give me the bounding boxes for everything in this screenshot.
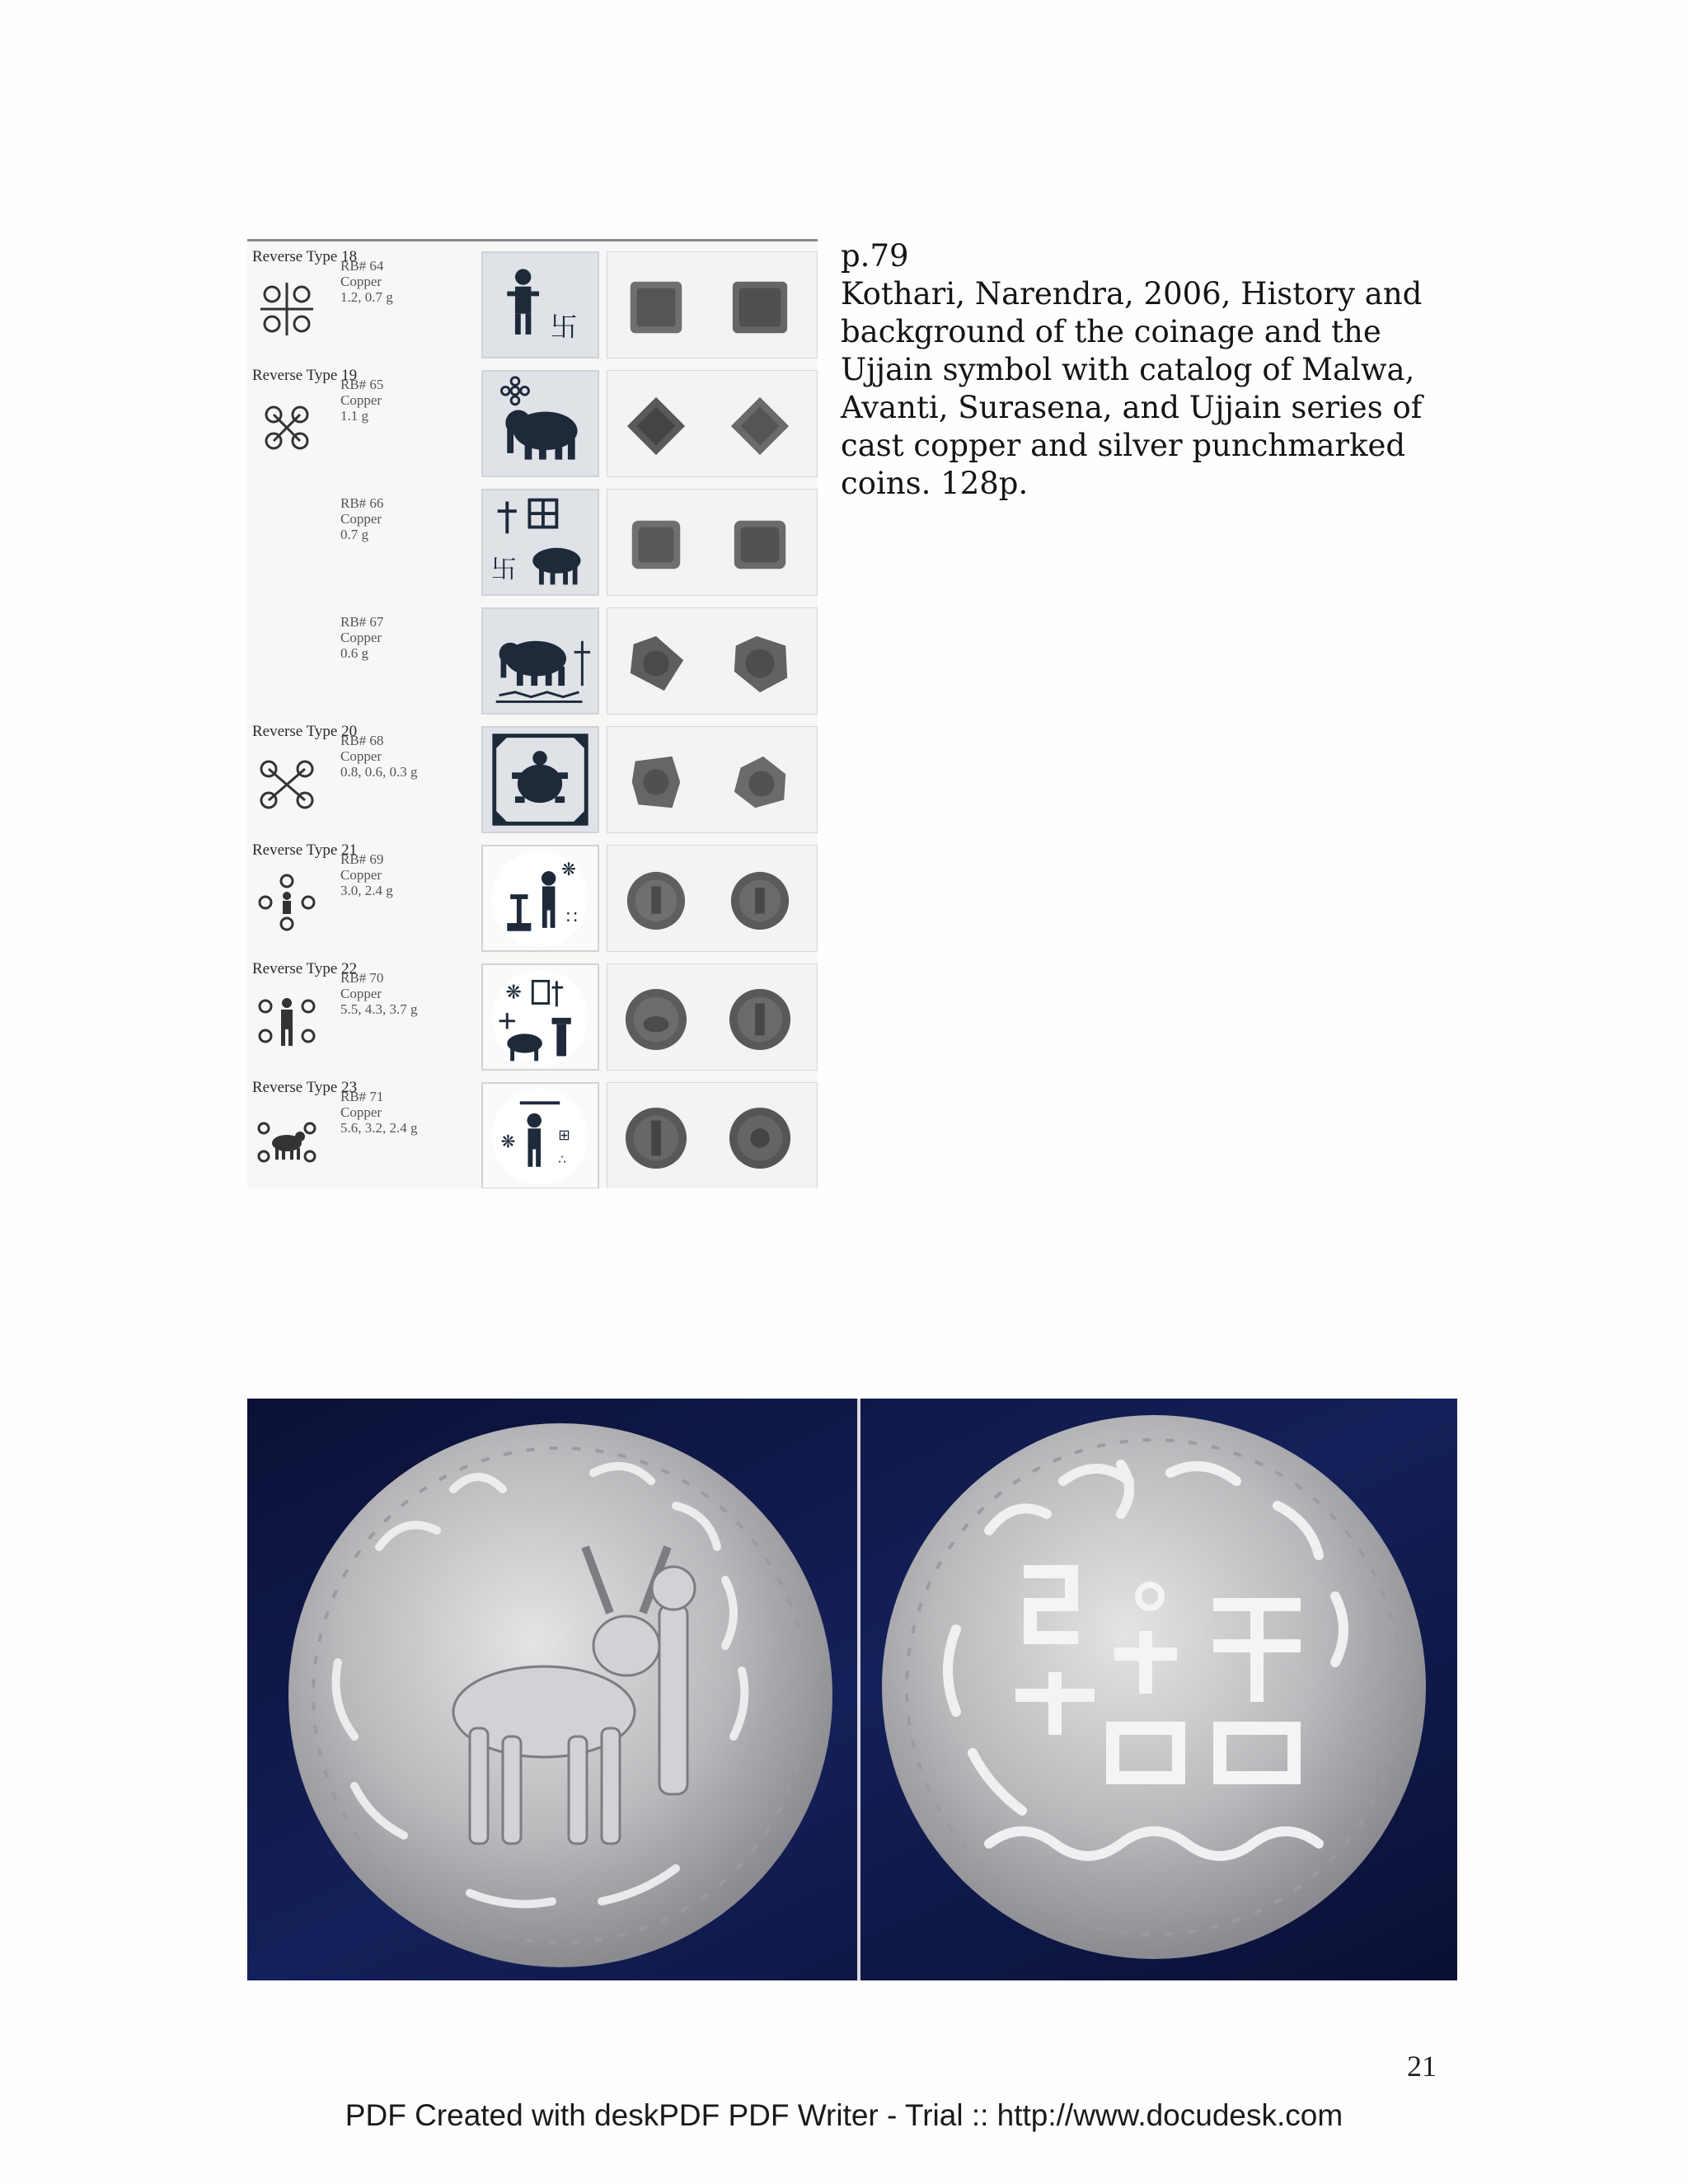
citation-text: Kothari, Narendra, 2006, History and background of the coinage and the Ujjain symbol with catalog of Malwa, Avanti, Surasena, and Ujjain series of cast copper and silver punchmarked coins. 128p.	[841, 276, 1423, 501]
coin-photos	[607, 1082, 818, 1188]
svg-text:❋: ❋	[505, 981, 522, 1004]
type-heading: Reverse Type 20	[252, 723, 358, 740]
entry-meta	[340, 495, 383, 542]
tree-and-bull-icon	[483, 490, 598, 594]
citation-block	[841, 237, 1451, 503]
catalog-entry-rb66	[247, 484, 818, 599]
coin-reverse-photo	[728, 394, 792, 458]
rb-number: RB# 68	[340, 733, 384, 748]
catalog-entry-rb71	[247, 1077, 818, 1188]
coin-photos	[607, 251, 818, 359]
weight: 0.7 g	[340, 527, 368, 542]
ujjain-symbol-icon	[254, 751, 320, 817]
design-drawing	[481, 607, 599, 715]
metal: Copper	[340, 1104, 382, 1120]
coin-reverse-photo	[728, 750, 792, 814]
coin-photos	[607, 607, 818, 715]
type-heading: Reverse Type 21	[252, 841, 358, 859]
bull-and-symbols-icon	[483, 965, 598, 1069]
coin-obverse-photo	[624, 275, 688, 340]
entry-meta	[340, 851, 393, 898]
weight: 5.6, 3.2, 2.4 g	[340, 1120, 418, 1136]
coin-photos	[607, 963, 818, 1071]
type-heading: Reverse Type 19	[252, 367, 358, 384]
design-drawing	[481, 845, 599, 952]
entry-meta	[340, 1089, 418, 1136]
entry-meta	[340, 970, 418, 1017]
weight: 1.1 g	[340, 408, 368, 424]
coin-photos	[607, 370, 818, 477]
rb-number: RB# 67	[340, 614, 384, 630]
elephant-icon	[483, 372, 598, 476]
design-drawing	[481, 963, 599, 1071]
weight: 0.8, 0.6, 0.3 g	[340, 764, 418, 780]
weight: 0.6 g	[340, 645, 368, 661]
catalog-plate	[247, 239, 818, 1188]
coin-reverse-photo	[728, 869, 792, 933]
ujjain-bull-symbol-icon	[254, 1107, 320, 1173]
design-drawing	[481, 1082, 599, 1188]
coin-reverse-photo	[728, 513, 792, 577]
svg-text:∴: ∴	[558, 1151, 567, 1167]
metal: Copper	[340, 274, 382, 289]
svg-text:❋: ❋	[500, 1132, 516, 1153]
coin-photos	[607, 726, 818, 833]
svg-text:∷: ∷	[566, 907, 578, 929]
svg-text:❋: ❋	[561, 859, 577, 880]
type-heading: Reverse Type 23	[252, 1079, 358, 1096]
svg-text:⊞: ⊞	[558, 1127, 570, 1144]
metal: Copper	[340, 392, 382, 408]
type-heading: Reverse Type 18	[252, 248, 358, 265]
coin-obverse-photo	[624, 631, 688, 696]
catalog-entry-rb64	[247, 246, 818, 362]
pdf-trial-footer: PDF Created with deskPDF PDF Writer - Trial :: http://www.docudesk.com	[345, 2098, 1343, 2132]
catalog-entry-rb67	[247, 602, 818, 718]
ujjain-figure-symbol-icon	[254, 869, 320, 935]
weight: 3.0, 2.4 g	[340, 883, 393, 898]
coin-obverse-photo	[624, 750, 688, 814]
coin-obverse-photo	[624, 394, 688, 458]
standing-figure-icon	[483, 253, 598, 357]
catalog-entry-rb69	[247, 840, 818, 955]
svg-text:卐: 卐	[550, 310, 578, 343]
design-drawing	[481, 726, 599, 833]
metal: Copper	[340, 630, 382, 645]
silver-coin-obverse-reverse-photo	[247, 1399, 1457, 1980]
catalog-entry-rb65	[247, 365, 818, 480]
type-heading: Reverse Type 22	[252, 960, 358, 977]
coin-reverse	[882, 1415, 1426, 1959]
coin-reverse-photo	[728, 987, 792, 1052]
coin-obverse-photo	[624, 513, 688, 577]
design-drawing	[481, 489, 599, 596]
coin-obverse-photo	[624, 987, 688, 1052]
weight: 5.5, 4.3, 3.7 g	[340, 1001, 418, 1017]
rb-number: RB# 64	[340, 258, 384, 274]
coin-reverse-photo	[728, 1106, 792, 1170]
ujjain-symbol-icon	[254, 395, 320, 461]
coin-reverse-photo	[728, 275, 792, 340]
catalog-entry-rb70	[247, 958, 818, 1074]
deity-and-tree-icon	[483, 846, 598, 950]
svg-text:卐: 卐	[490, 555, 517, 585]
entry-meta	[340, 258, 393, 305]
catalog-entry-rb68	[247, 721, 818, 837]
ujjain-symbol-icon	[254, 276, 320, 342]
rb-number: RB# 69	[340, 851, 384, 867]
rb-number: RB# 65	[340, 377, 384, 392]
metal: Copper	[340, 511, 382, 527]
coin-photos	[607, 845, 818, 952]
coin-photos	[607, 489, 818, 596]
entry-meta	[340, 733, 418, 780]
deity-and-symbols-icon	[483, 1084, 598, 1188]
rb-number: RB# 70	[340, 970, 384, 986]
design-drawing	[481, 251, 599, 359]
elephant-icon	[483, 609, 598, 713]
rb-number: RB# 71	[340, 1089, 384, 1104]
coin-reverse-photo	[728, 631, 792, 696]
turtle-in-square-icon	[483, 728, 598, 832]
coin-obverse-photo	[624, 869, 688, 933]
metal: Copper	[340, 986, 382, 1001]
rb-number: RB# 66	[340, 495, 384, 511]
metal: Copper	[340, 867, 382, 883]
entry-meta	[340, 377, 383, 424]
page-reference: p.79	[841, 238, 909, 274]
design-drawing	[481, 370, 599, 477]
weight: 1.2, 0.7 g	[340, 289, 393, 305]
page-number: 21	[1407, 2050, 1437, 2083]
entry-meta	[340, 614, 383, 661]
coin-photograph	[247, 1399, 1457, 1980]
metal: Copper	[340, 748, 382, 764]
ujjain-figure-symbol-icon	[254, 988, 320, 1054]
coin-obverse-photo	[624, 1106, 688, 1170]
